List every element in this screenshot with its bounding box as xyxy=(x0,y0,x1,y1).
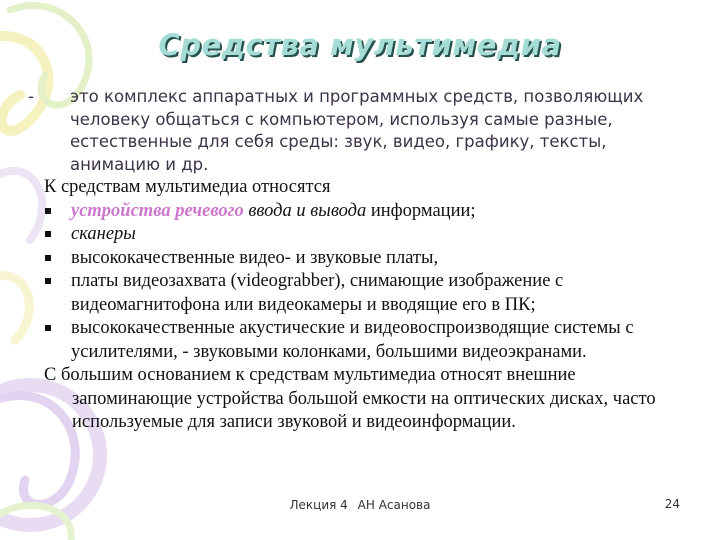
square-bullet-icon xyxy=(45,325,51,331)
closing-paragraph: С большим основанием к средствам мультимедиа относят внешние запоминающие устройства большой емкости на оптических дисках, часто используемые для записи звуковой и видеоинформации. xyxy=(44,365,656,432)
item-highlight: устройства речевого xyxy=(71,200,244,221)
lead-text: К средствам мультимедиа относятся xyxy=(44,177,331,197)
square-bullet-icon xyxy=(45,231,51,237)
slide-footer xyxy=(0,498,720,512)
square-bullet-icon xyxy=(45,278,51,284)
swirl-lavender-top xyxy=(0,171,42,240)
square-bullet-icon xyxy=(45,208,51,214)
slide-title: Средства мультимедиа xyxy=(158,28,562,62)
item-italic: сканеры xyxy=(71,224,136,244)
list-item xyxy=(44,317,684,364)
page-number: 24 xyxy=(664,497,680,511)
slide-body xyxy=(44,176,684,435)
media-items-list xyxy=(44,200,684,365)
swirl-yellow-mid xyxy=(0,275,29,340)
footer-author: АН Асанова xyxy=(357,498,431,512)
list-item xyxy=(44,270,684,317)
list-item xyxy=(44,223,684,247)
square-bullet-icon xyxy=(45,255,51,261)
item-italic: ввода и вывода xyxy=(243,200,367,221)
intro-text: это комплекс аппаратных и программных средств, позволяющих человеку общаться с компьютером, используя самые разные, естественные для себя среды: звук, видео, графику, тексты, анимацию и др. xyxy=(70,87,644,174)
footer-lecture: Лекция 4 xyxy=(289,498,348,512)
list-item xyxy=(44,200,684,224)
item-text: высококачественные видео- и звуковые платы, xyxy=(71,247,439,268)
intro-paragraph xyxy=(28,86,683,176)
item-rest: информации; xyxy=(366,200,476,221)
list-item xyxy=(44,247,684,271)
item-text: высококачественные акустические и видеовоспроизводящие системы с усилителями, - звуковыми колонками, большими видеоэкранами. xyxy=(71,318,634,362)
intro-dash: - xyxy=(28,87,34,106)
item-text: платы видеозахвата (videograbber), снимающие изображение с видеомагнитофона или видеокамеры и вводящие его в ПК; xyxy=(71,271,564,315)
